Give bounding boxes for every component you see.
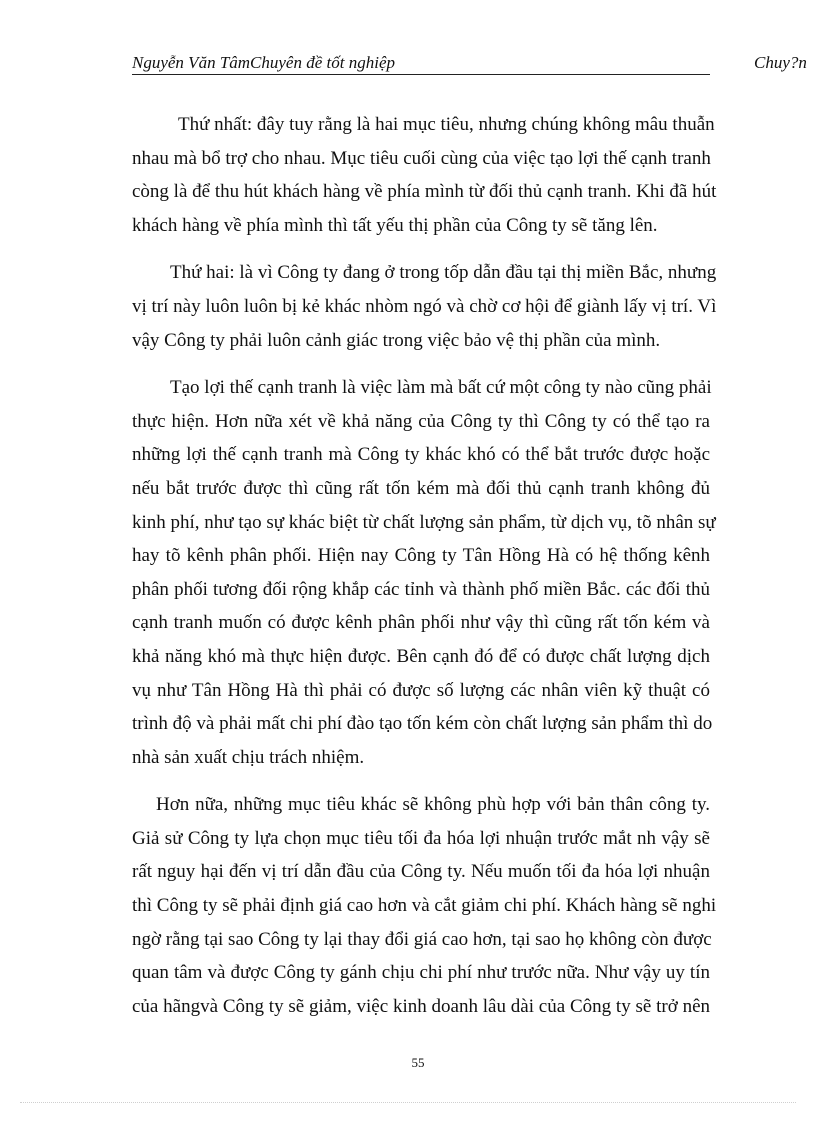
text-line: hay tõ kênh phân phối. Hiện nay Công ty Tân Hồng Hà có hệ thống kênh — [132, 545, 710, 567]
text-line: Hơn nữa, những mục tiêu khác sẽ không phù hợp với bản thân công ty. — [156, 794, 710, 816]
text-line: ngờ rằng tại sao Công ty lại thay đổi giá cao hơn, tại sao họ không còn được — [132, 928, 712, 950]
text-line: nhau mà bổ trợ cho nhau. Mục tiêu cuối cùng của việc tạo lợi thế cạnh tranh — [132, 147, 711, 169]
running-header — [132, 52, 710, 75]
page-number: 55 — [411, 1055, 425, 1070]
text-line: vậy Công ty phải luôn cảnh giác trong việc bảo vệ thị phần của mình. — [132, 329, 661, 351]
page-bottom-divider — [20, 1102, 796, 1103]
text-line: quan tâm và được Công ty gánh chịu chi phí như trước nữa. Như vậy uy tín — [132, 962, 710, 984]
text-line: của hãngvà Công ty sẽ giảm, việc kinh doanh lâu dài của Công ty sẽ trở nên — [132, 995, 710, 1017]
text-line: khách hàng về phía mình thì tất yếu thị phần của Công ty sẽ tăng lên. — [132, 214, 658, 236]
paragraph-4 — [132, 788, 717, 1023]
header-right-text: Chuy?n — [754, 53, 807, 72]
text-line: nhà sản xuất chịu trách nhiệm. — [132, 746, 365, 768]
body-text — [132, 108, 717, 1037]
paragraph-1 — [132, 108, 717, 242]
text-line: vị trí này luôn luôn bị kẻ khác nhòm ngó và chờ cơ hội để giành lấy vị trí. Vì — [132, 295, 717, 317]
text-line: phân phối tương đối rộng khắp các tỉnh và thành phố miền Bắc. các đối thủ — [132, 578, 710, 600]
text-line: thực hiện. Hơn nữa xét về khả năng của Công ty thì Công ty có thể tạo ra — [132, 410, 710, 432]
text-line: Giả sử Công ty lựa chọn mục tiêu tối đa hóa lợi nhuận trước mắt nh vậy sẽ — [132, 827, 710, 849]
text-line: kinh phí, như tạo sự khác biệt từ chất lượng sản phẩm, từ dịch vụ, tõ nhân sự — [132, 511, 716, 533]
text-line: cạnh tranh muốn có được kênh phân phối như vậy thì cũng rất tốn kém và — [132, 612, 710, 634]
text-line: vụ như Tân Hồng Hà thì phải có được số lượng các nhân viên kỹ thuật có — [132, 679, 710, 701]
text-line: Thứ nhất: đây tuy rằng là hai mục tiêu, nhưng chúng không mâu thuẫn — [178, 114, 715, 135]
text-line: những lợi thế cạnh tranh mà Công ty khác khó có thể bắt trước được hoặc — [132, 444, 710, 466]
text-line: Thứ hai: là vì Công ty đang ở trong tốp dẫn đầu tại thị miền Bắc, nhưng — [170, 262, 717, 284]
paragraph-3 — [132, 371, 716, 774]
paragraph-2 — [132, 256, 717, 357]
text-line: nếu bắt trước được thì cũng rất tốn kém mà đối thủ cạnh tranh không đủ — [132, 477, 710, 499]
text-line: trình độ và phải mất chi phí đào tạo tốn kém còn chất lượng sản phẩm thì do — [132, 713, 713, 735]
text-line: khả năng khó mà thực hiện được. Bên cạnh đó để có được chất lượng dịch — [132, 645, 710, 667]
text-line: thì Công ty sẽ phải định giá cao hơn và cắt giảm chi phí. Khách hàng sẽ nghi — [132, 895, 717, 917]
text-line: Tạo lợi thế cạnh tranh là việc làm mà bất cứ một công ty nào cũng phải — [170, 377, 712, 399]
header-author-title: Nguyễn Văn TâmChuyên đề tốt nghiệp — [132, 53, 395, 72]
text-line: còng là để thu hút khách hàng về phía mình từ đối thủ cạnh tranh. Khi đã hút — [132, 181, 717, 203]
text-line: rất nguy hại đến vị trí dẫn đầu của Công ty. Nếu muốn tối đa hóa lợi nhuận — [132, 861, 710, 883]
